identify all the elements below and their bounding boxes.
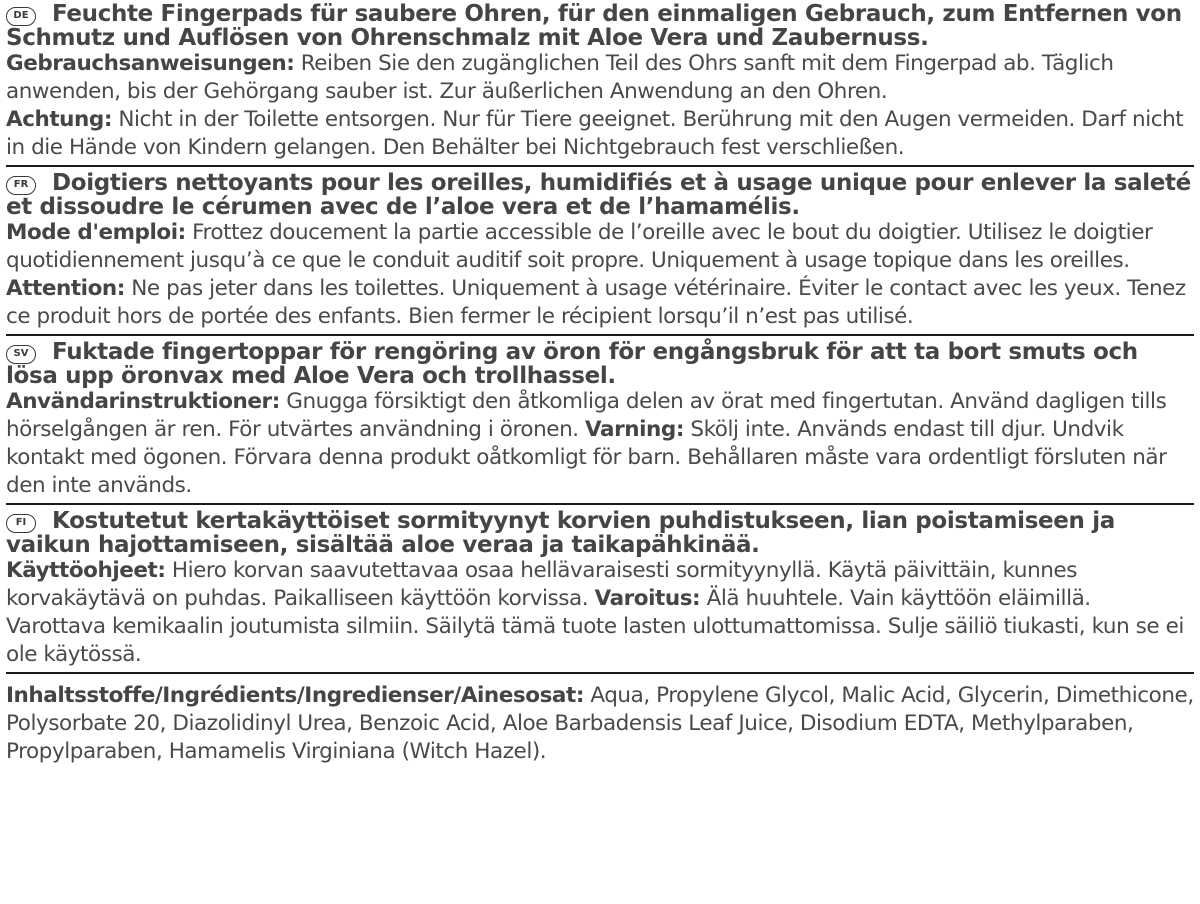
section-divider [6, 503, 1194, 505]
ingredients-paragraph [6, 682, 1194, 766]
language-badge-de: DE [6, 7, 36, 26]
language-badge-sv: SV [6, 345, 36, 364]
directions-label: Användarinstruktioner: [6, 389, 280, 414]
section-title [6, 340, 1194, 388]
warning-label: Attention: [6, 276, 125, 301]
title-text: Feuchte Fingerpads für saubere Ohren, für den einmaligen Gebrauch, zum Entfernen von Schmutz und Auflösen von Ohrenschmalz mit Aloe Vera und Zaubernuss. [6, 1, 1182, 51]
directions-text: Hiero korvan saavutettavaa osaa hellävaraisesti sormityynyllä. Käytä päivittäin, kunnes korvakäytävä on puhdas. Paikalliseen käyttöön korvissa. [6, 558, 1077, 611]
directions-paragraph [6, 219, 1194, 331]
section-title [6, 171, 1194, 219]
directions-text: Reiben Sie den zugänglichen Teil des Ohrs sanft mit dem Fingerpad ab. Täglich anwenden, bis der Gehörgang sauber ist. Zur äußerlichen Anwendung an den Ohren. [6, 51, 1114, 104]
directions-label: Gebrauchsanweisungen: [6, 51, 295, 76]
language-badge-fr: FR [6, 176, 36, 195]
warning-text: Älä huuhtele. Vain käyttöön eläimillä. Varottava kemikaalin joutumista silmiin. Säilytä tämä tuote lasten ulottumattomissa. Sulje säiliö tiukasti, kun se ei ole käytössä. [6, 586, 1184, 667]
directions-text: Frottez doucement la partie accessible de l’oreille avec le bout du doigtier. Utilisez le doigtier quotidiennement jusqu’à ce que le conduit auditif soit propre. Uniquement à usage topique dans les oreilles. [6, 220, 1153, 273]
section-title [6, 2, 1194, 50]
directions-paragraph [6, 50, 1194, 106]
section-fr [6, 169, 1194, 331]
language-badge-fi: FI [6, 514, 36, 533]
directions-label: Käyttöohjeet: [6, 558, 166, 583]
ingredients-section [6, 676, 1194, 766]
warning-text: Skölj inte. Används endast till djur. Undvik kontakt med ögonen. Förvara denna produkt oåtkomligt för barn. Behållaren måste vara ordentligt försluten när den inte används. [6, 417, 1167, 498]
warning-text: Ne pas jeter dans les toilettes. Uniquement à usage vétérinaire. Éviter le contact avec les yeux. Tenez ce produit hors de portée des enfants. Bien fermer le récipient lorsqu’il n’est pas utilisé. [6, 276, 1186, 329]
ingredients-label: Inhaltsstoffe/Ingrédients/Ingredienser/Ainesosat: [6, 683, 584, 708]
directions-text: Gnugga försiktigt den åtkomliga delen av örat med fingertutan. Använd dagligen tills hörselgången är ren. För utvärtes användning i öronen. [6, 389, 1167, 442]
directions-label: Mode d'emploi: [6, 220, 186, 245]
warning-label: Varning: [585, 417, 684, 442]
directions-paragraph [6, 557, 1194, 669]
warning-paragraph [6, 106, 1194, 162]
directions-paragraph [6, 388, 1194, 500]
warning-label: Varoitus: [594, 586, 701, 611]
section-divider [6, 165, 1194, 167]
section-fi [6, 507, 1194, 669]
section-sv [6, 338, 1194, 500]
ingredients-text: Aqua, Propylene Glycol, Malic Acid, Glycerin, Dimethicone, Polysorbate 20, Diazolidinyl Urea, Benzoic Acid, Aloe Barbadensis Leaf Juice, Disodium EDTA, Methylparaben, Propylparaben, Hamamelis Virginiana (Witch Hazel). [6, 683, 1194, 764]
title-text: Kostutetut kertakäyttöiset sormityynyt korvien puhdistukseen, lian poistamiseen ja vaikun hajottamiseen, sisältää aloe veraa ja taikapähkinää. [6, 508, 1115, 558]
section-divider [6, 672, 1194, 674]
warning-text: Nicht in der Toilette entsorgen. Nur für Tiere geeignet. Berührung mit den Augen vermeiden. Darf nicht in die Hände von Kindern gelangen. Den Behälter bei Nichtgebrauch fest verschließen. [6, 107, 1184, 160]
section-de [6, 0, 1194, 162]
section-title [6, 509, 1194, 557]
warning-label: Achtung: [6, 107, 112, 132]
title-text: Fuktade fingertoppar för rengöring av öron för engångsbruk för att ta bort smuts och lösa upp öronvax med Aloe Vera och trollhassel. [6, 339, 1138, 389]
section-divider [6, 334, 1194, 336]
title-text: Doigtiers nettoyants pour les oreilles, humidifiés et à usage unique pour enlever la saleté et dissoudre le cérumen avec de l’aloe vera et de l’hamamélis. [6, 170, 1191, 220]
